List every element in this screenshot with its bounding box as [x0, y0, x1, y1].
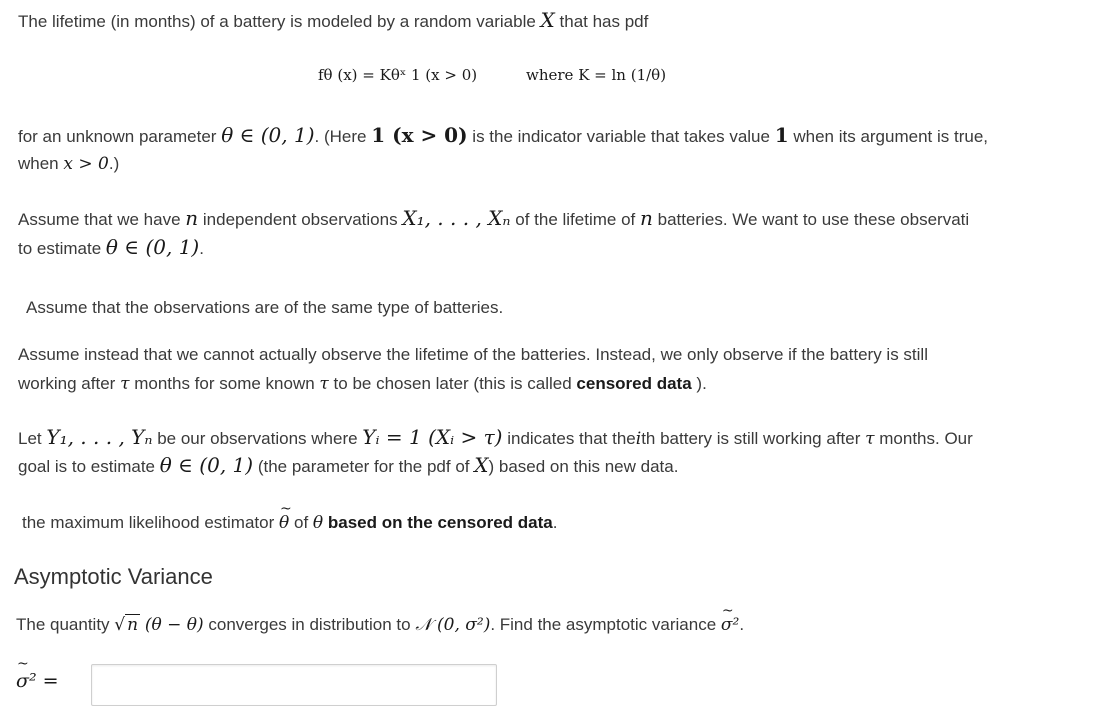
i-index: i — [635, 429, 642, 449]
normal-distribution: 𝒩 (0, σ²) — [415, 615, 491, 635]
text: goal is to estimate — [18, 457, 156, 476]
intro-text: The lifetime (in months) of a battery is modeled by a random variable — [18, 12, 536, 31]
n-variable: n — [127, 615, 139, 635]
observations-paragraph-line2 — [18, 233, 204, 263]
one-value: 1 — [774, 123, 789, 147]
censored-paragraph-line2 — [18, 370, 707, 398]
text: is the indicator variable that takes value — [472, 127, 770, 146]
tau-variable: τ — [120, 374, 130, 394]
text: . Find the asymptotic variance — [490, 615, 717, 634]
observations-y: Y₁, . . . , Yₙ — [46, 425, 153, 449]
text: be our observations where — [157, 429, 358, 448]
theta-range: θ ∈ (0, 1) — [221, 123, 315, 147]
censored-data-emphasis: based on the censored data — [327, 513, 553, 532]
sigma-squared-tilde: ~ σ² — [721, 611, 739, 639]
text: to estimate — [18, 239, 102, 258]
tau-variable: τ — [865, 429, 875, 449]
text: . — [552, 513, 558, 532]
pdf-formula-lhs: fθ (x) = Kθˣ 1 (x > 0) — [318, 66, 478, 84]
theta-range: θ ∈ (0, 1) — [105, 235, 200, 259]
x-positive: x > 0 — [63, 154, 109, 174]
text: converges in distribution to — [208, 615, 411, 634]
text: of the lifetime of — [515, 210, 636, 229]
new-observations-line2 — [18, 451, 678, 481]
new-observations-line1 — [18, 423, 973, 453]
sqrt-n: √ n — [114, 615, 139, 635]
text: to be chosen later (this is called — [333, 374, 572, 393]
text: for an unknown parameter — [18, 127, 217, 146]
estimator-difference: (θ − θ) — [144, 615, 204, 635]
n-variable: n — [185, 206, 199, 230]
parameter-paragraph-line1 — [18, 121, 988, 151]
random-variable-x: X — [474, 453, 489, 477]
intro-paragraph — [18, 6, 648, 36]
asymptotic-variance-input[interactable] — [91, 664, 497, 706]
text: . — [739, 615, 745, 634]
theta: θ — [312, 513, 324, 533]
text: months for some known — [134, 374, 315, 393]
observations-x: X₁, . . . , Xₙ — [402, 206, 511, 230]
text: working after — [18, 374, 116, 393]
text: when its argument is true, — [793, 127, 989, 146]
text: Assume that we have — [18, 210, 181, 229]
y-definition: Yᵢ = 1 (Xᵢ > τ) — [362, 425, 503, 449]
text: of — [293, 513, 309, 532]
same-type-paragraph: Assume that the observations are of the same type of batteries. — [26, 298, 504, 317]
indicator-expression: 1 (x > 0) — [371, 123, 468, 147]
text: months. Our — [879, 429, 973, 448]
text: . (Here — [314, 127, 367, 146]
random-variable-x: X — [540, 8, 555, 32]
parameter-paragraph-line2 — [18, 150, 119, 178]
text: the maximum likelihood estimator — [22, 513, 275, 532]
text: batteries. We want to use these observati — [657, 210, 970, 229]
text: (the parameter for the pdf of — [257, 457, 470, 476]
asymptotic-paragraph — [16, 611, 744, 639]
text: The quantity — [16, 615, 110, 634]
tau-variable: τ — [319, 374, 329, 394]
text: .) — [108, 154, 120, 173]
text: indicates that the — [507, 429, 636, 448]
n-variable: n — [640, 206, 653, 230]
censored-data-term: censored data — [576, 374, 692, 393]
text: . — [199, 239, 204, 258]
section-title: Asymptotic Variance — [14, 564, 213, 589]
theta-tilde: ~ θ — [279, 509, 289, 537]
censored-paragraph-line1: Assume instead that we cannot actually observe the lifetime of the batteries. Instead, we only observe if the battery is still — [18, 345, 928, 364]
text: th battery is still working after — [641, 429, 861, 448]
text: independent observations — [202, 210, 398, 229]
answer-label: ~ σ² = — [16, 670, 59, 692]
text: ). — [696, 374, 707, 393]
pdf-formula-rhs: where K = ln (1/θ) — [526, 66, 667, 84]
intro-text-end: that has pdf — [559, 12, 649, 31]
observations-paragraph-line1 — [18, 204, 969, 234]
text: when — [18, 154, 59, 173]
text: Let — [18, 429, 42, 448]
text: ) based on this new data. — [488, 457, 679, 476]
theta-range: θ ∈ (0, 1) — [159, 453, 254, 477]
mle-paragraph — [22, 509, 557, 537]
